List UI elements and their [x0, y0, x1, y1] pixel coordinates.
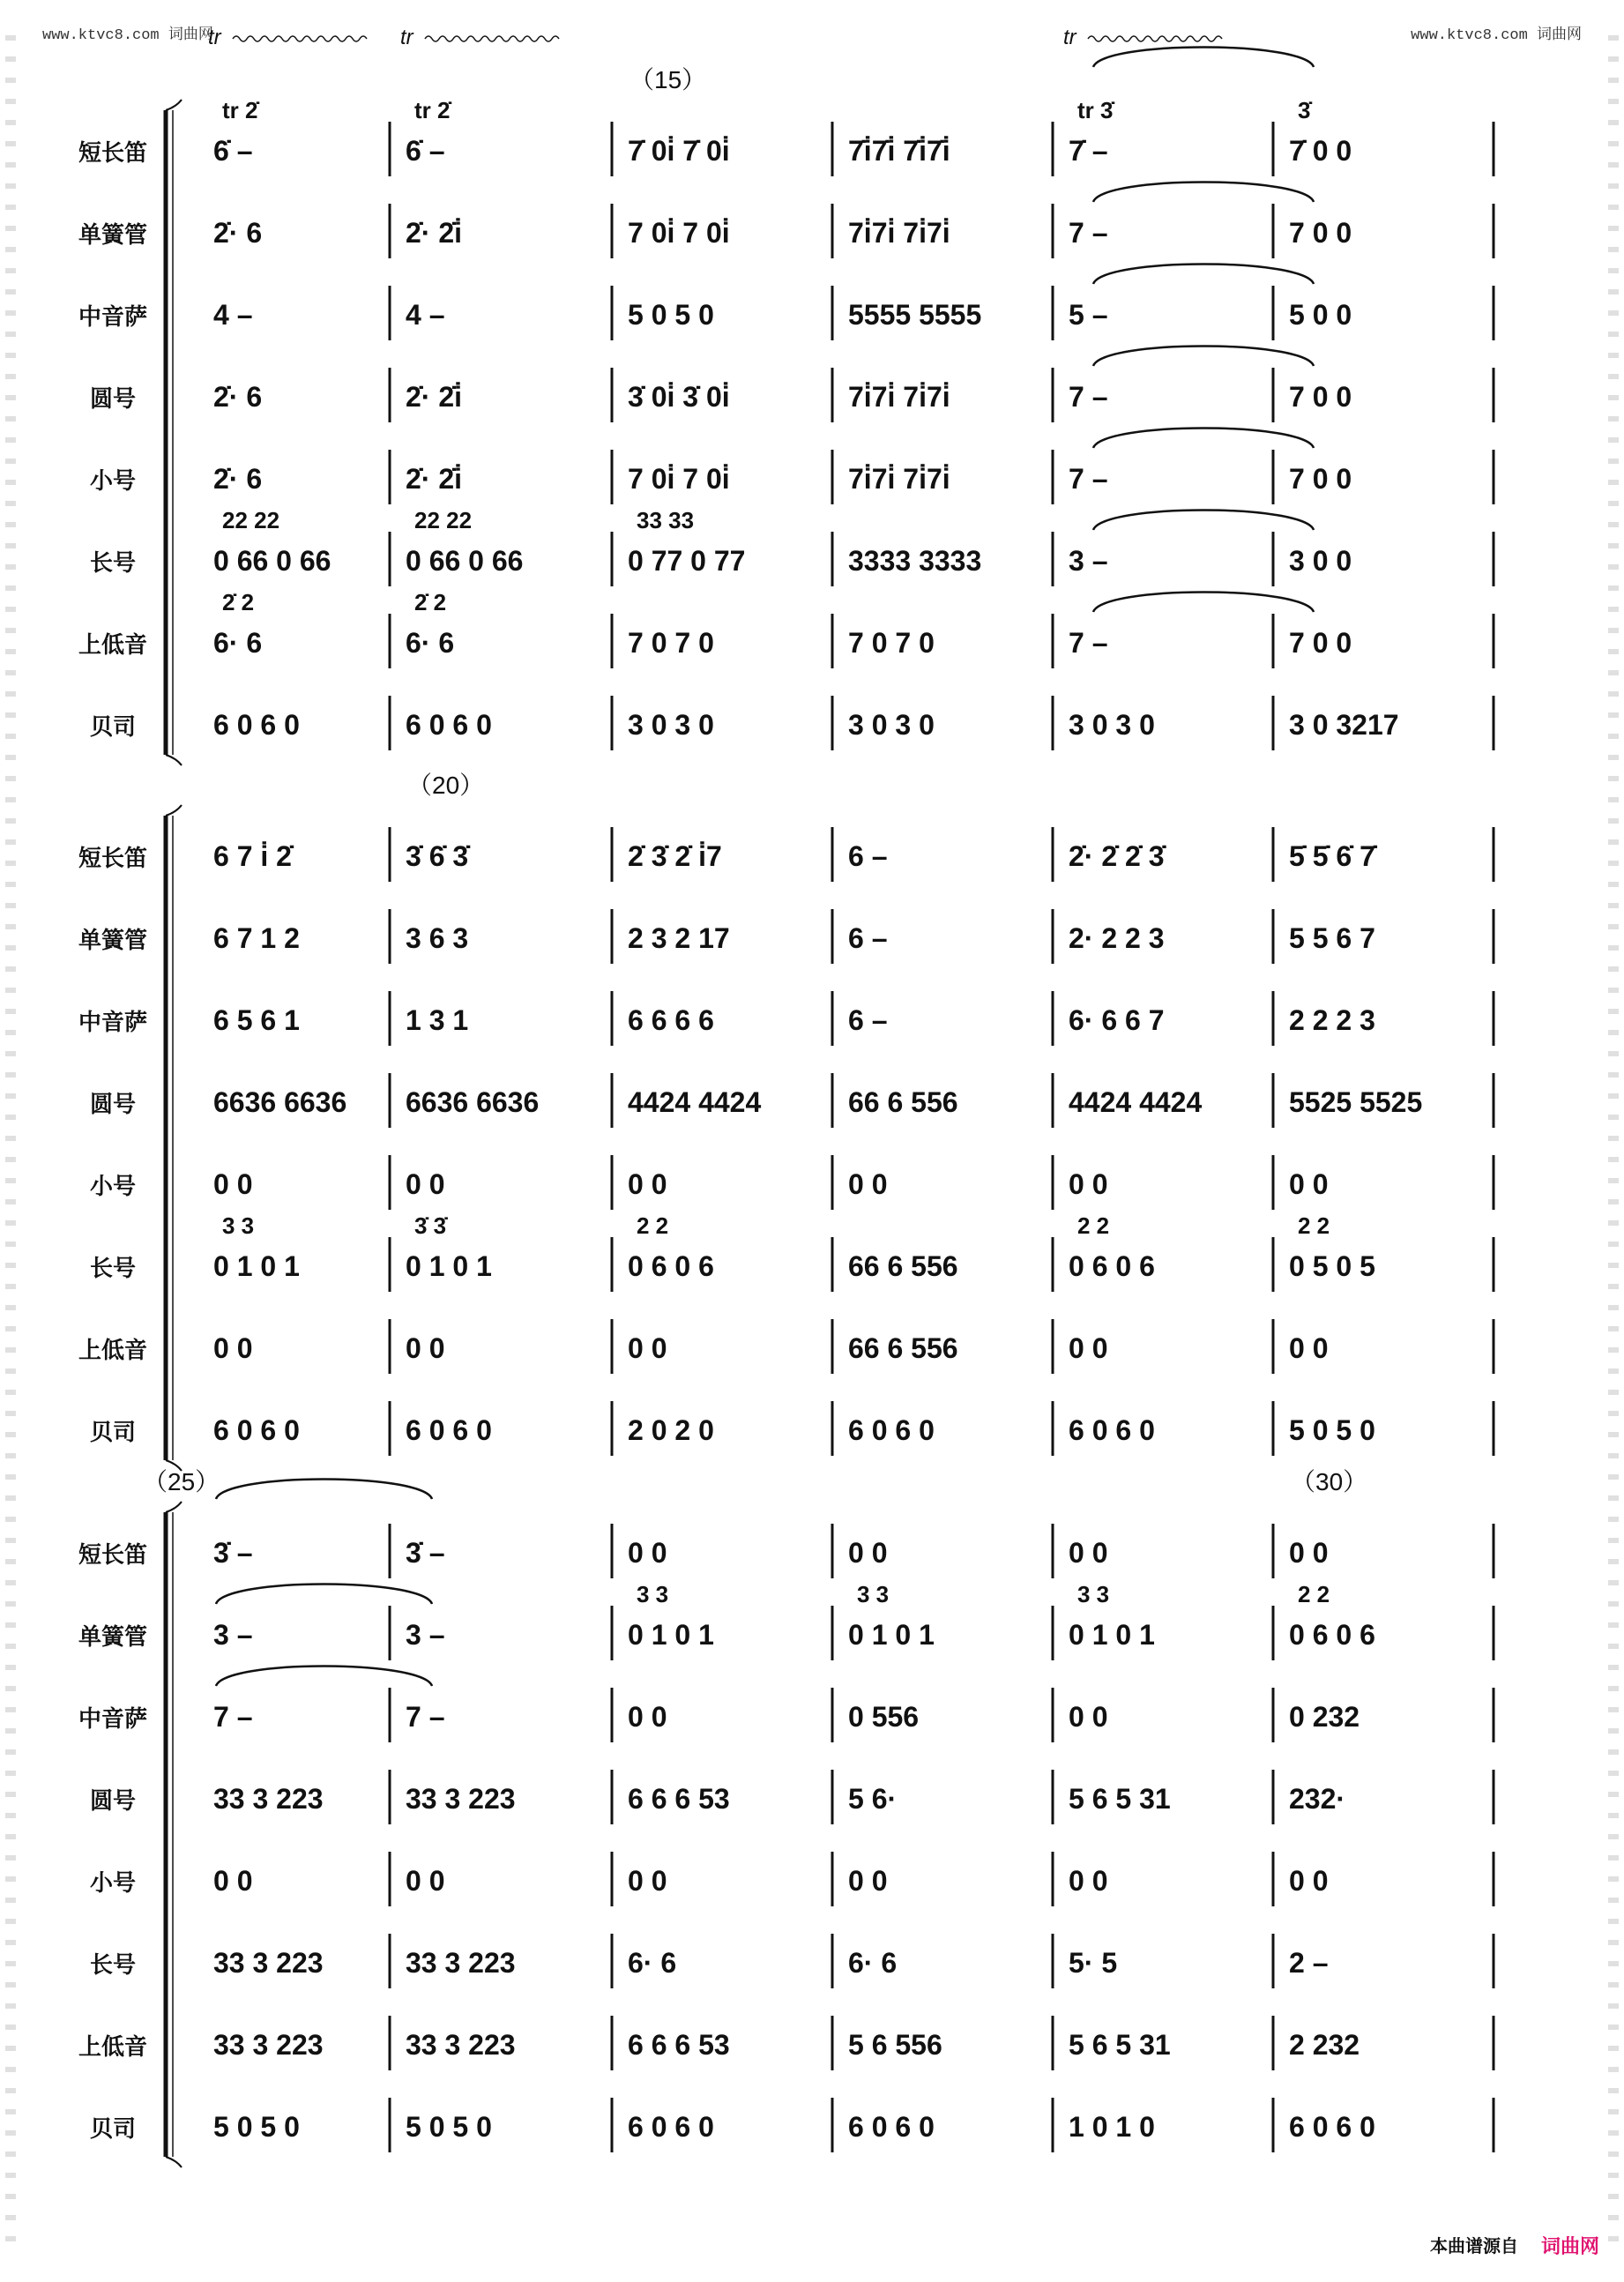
measure-notes: 7̇ – — [1069, 135, 1108, 167]
chord-upper-notes: 33 33 — [637, 507, 695, 533]
measure-notes: 5525 5525 — [1289, 1086, 1423, 1118]
measure-notes: 6 – — [848, 840, 888, 872]
measure-notes: 1 0 1 0 — [1069, 2111, 1155, 2143]
measure-notes: 6̇ – — [213, 135, 253, 167]
measure-notes: 66 6 556 — [848, 1332, 958, 1364]
measure-notes: 2̇· 2̇i̇ — [406, 381, 463, 413]
measure-notes: 5· 5 — [1069, 1947, 1118, 1979]
measure-notes: 7 0 0 — [1289, 627, 1352, 659]
measure-notes: 3 – — [406, 1619, 445, 1651]
measure-notes: 6 0 6 0 — [848, 2111, 935, 2143]
tie-arc — [216, 1585, 432, 1605]
bracket-curl-bottom — [166, 755, 182, 765]
measure-notes: 3̇ – — [213, 1537, 253, 1569]
instrument-label: 长号 — [89, 549, 137, 576]
measure-notes: 0 0 — [1069, 1865, 1108, 1897]
chord-upper-notes: 3 3 — [1077, 1581, 1110, 1607]
chord-upper-notes: 3 3 — [857, 1581, 890, 1607]
measure-notes: 0 556 — [848, 1701, 920, 1733]
measure-notes: 6· 6 — [628, 1947, 677, 1979]
measure-number: （25） — [143, 1468, 220, 1495]
measure-notes: 6 7 i̇ 2̇ — [213, 840, 292, 872]
measure-notes: 4424 4424 — [1069, 1086, 1203, 1118]
measure-notes: 0 0 — [406, 1332, 445, 1364]
measure-notes: 0 0 — [848, 1865, 888, 1897]
measure-notes: 3 – — [213, 1619, 253, 1651]
chord-upper-notes: 2 2 — [1298, 1212, 1330, 1239]
measure-notes: 7i̇7i̇ 7i̇7i̇ — [848, 217, 950, 249]
measure-notes: 7 – — [1069, 627, 1108, 659]
measure-notes: 0 0 — [1069, 1537, 1108, 1569]
measure-notes: 6 – — [848, 922, 888, 954]
chord-upper-notes: 22 22 — [414, 507, 473, 533]
measure-notes: 7 0 7 0 — [628, 627, 714, 659]
measure-notes: 5 6 556 — [848, 2029, 942, 2061]
measure-notes: 6· 6 — [406, 627, 455, 659]
measure-notes: 0 1 0 1 — [628, 1619, 714, 1651]
instrument-label: 长号 — [89, 1255, 137, 1281]
instrument-label: 上低音 — [78, 2033, 148, 2060]
watermark-left: www.ktvc8.com 词曲网 — [42, 27, 213, 44]
trill-mark: tr — [400, 26, 413, 49]
measure-notes: 0 0 — [213, 1865, 253, 1897]
measure-notes: 0 0 — [848, 1537, 888, 1569]
measure-notes: 3 0 3 0 — [848, 709, 935, 741]
trill-wavy-line — [233, 36, 367, 41]
measure-notes: 2̇· 2̇i̇ — [406, 463, 463, 495]
measure-notes: 66 6 556 — [848, 1086, 958, 1118]
measure-notes: 6636 6636 — [406, 1086, 540, 1118]
measure-notes: 2̇· 6 — [213, 381, 263, 413]
instrument-label: 小号 — [89, 1173, 137, 1199]
measure-notes: 7 0 0 — [1289, 463, 1352, 495]
measure-notes: 6 – — [848, 1004, 888, 1036]
instrument-label: 中音萨 — [78, 1009, 148, 1035]
measure-notes: 33 3 223 — [406, 2029, 516, 2061]
measure-notes: 0 0 — [406, 1168, 445, 1200]
measure-notes: 7 – — [1069, 463, 1108, 495]
measure-notes: 6 0 6 0 — [1069, 1414, 1155, 1446]
measure-notes: 0 0 — [1289, 1332, 1329, 1364]
measure-number: （30） — [1291, 1468, 1368, 1495]
instrument-label: 圆号 — [89, 1091, 137, 1117]
instrument-label: 小号 — [89, 1869, 137, 1896]
bracket-curl-top — [166, 1502, 182, 1512]
measure-notes: 1 3 1 — [406, 1004, 469, 1036]
measure-notes: 4 – — [213, 299, 253, 331]
measure-notes: 2· 2 2 3 — [1069, 922, 1165, 954]
measure-notes: 6 6 6 53 — [628, 2029, 730, 2061]
chord-upper-notes: 2 2 — [1298, 1581, 1330, 1607]
measure-notes: 2 3 2 17 — [628, 922, 730, 954]
bracket-curl-bottom — [166, 2157, 182, 2167]
instrument-label: 贝司 — [89, 2115, 137, 2142]
measure-notes: 2 0 2 0 — [628, 1414, 714, 1446]
measure-notes: 0 6 0 6 — [628, 1250, 714, 1282]
measure-notes: 3 0 0 — [1289, 545, 1352, 577]
tie-arc — [1093, 429, 1314, 449]
measure-notes: 6 0 6 0 — [406, 709, 492, 741]
measure-notes: 4424 4424 — [628, 1086, 762, 1118]
measure-notes: 3̇ – — [406, 1537, 445, 1569]
instrument-label: 单簧管 — [78, 1623, 148, 1650]
chord-upper-notes: 2̇ 2 — [222, 589, 255, 615]
measure-notes: 3̇ 0i̇ 3̇ 0i̇ — [628, 381, 730, 413]
measure-notes: 33 3 223 — [213, 1947, 324, 1979]
measure-notes: 7 0 0 — [1289, 381, 1352, 413]
chord-upper-notes: tr 3̇ — [1077, 97, 1114, 123]
measure-notes: 0 232 — [1289, 1701, 1360, 1733]
instrument-label: 中音萨 — [78, 303, 148, 330]
measure-notes: 0 0 — [628, 1168, 667, 1200]
tie-arc — [216, 1480, 432, 1500]
instrument-label: 短长笛 — [78, 139, 148, 166]
trill-wavy-line — [1088, 36, 1222, 41]
instrument-label: 圆号 — [89, 1787, 137, 1814]
measure-notes: 6 5 6 1 — [213, 1004, 300, 1036]
measure-notes: 7̇ 0i̇ 7̇ 0i̇ — [628, 135, 730, 167]
measure-notes: 7 – — [406, 1701, 445, 1733]
chord-upper-notes: tr 2̇ — [414, 97, 451, 123]
measure-notes: 0 77 0 77 — [628, 545, 746, 577]
measure-notes: 0 0 — [848, 1168, 888, 1200]
chord-upper-notes: 3̇ 3̇ — [414, 1212, 447, 1239]
measure-notes: 3 0 3217 — [1289, 709, 1399, 741]
measure-notes: 6 0 6 0 — [1289, 2111, 1375, 2143]
measure-notes: 0 1 0 1 — [213, 1250, 300, 1282]
tie-arc — [1093, 593, 1314, 613]
instrument-label: 短长笛 — [78, 1541, 148, 1568]
measure-notes: 2 – — [1289, 1947, 1329, 1979]
measure-notes: 2̇· 2̇i̇ — [406, 217, 463, 249]
chord-upper-notes: 3 3 — [222, 1212, 255, 1239]
measure-notes: 5 0 5 0 — [628, 299, 714, 331]
measure-notes: 3 – — [1069, 545, 1108, 577]
tie-arc — [1093, 347, 1314, 367]
measure-notes: 5 5 6 7 — [1289, 922, 1375, 954]
chord-upper-notes: tr 2̇ — [222, 97, 258, 123]
measure-notes: 33 3 223 — [213, 2029, 324, 2061]
measure-notes: 0 0 — [1069, 1168, 1108, 1200]
tie-arc — [216, 1667, 432, 1687]
measure-notes: 0 0 — [628, 1537, 667, 1569]
chord-upper-notes: 22 22 — [222, 507, 280, 533]
measure-notes: 0 0 — [1289, 1537, 1329, 1569]
measure-notes: 0 0 — [628, 1865, 667, 1897]
measure-notes: 5 0 5 0 — [406, 2111, 492, 2143]
measure-notes: 0 0 — [1069, 1701, 1108, 1733]
measure-notes: 2̇· 2̇ 2̇ 3̇ — [1069, 840, 1165, 872]
measure-notes: 33 3 223 — [406, 1947, 516, 1979]
measure-notes: 5 0 0 — [1289, 299, 1352, 331]
instrument-label: 中音萨 — [78, 1705, 148, 1732]
instrument-label: 小号 — [89, 467, 137, 494]
instrument-label: 单簧管 — [78, 221, 148, 248]
measure-notes: 7 – — [1069, 217, 1108, 249]
measure-notes: 0 0 — [213, 1168, 253, 1200]
measure-notes: 0 1 0 1 — [406, 1250, 492, 1282]
measure-notes: 6 7 1 2 — [213, 922, 300, 954]
measure-notes: 232· — [1289, 1783, 1346, 1815]
measure-notes: 6636 6636 — [213, 1086, 347, 1118]
measure-notes: 0 66 0 66 — [406, 545, 524, 577]
measure-notes: 33 3 223 — [213, 1783, 324, 1815]
measure-notes: 3̇ 6̇ 3̇ — [406, 840, 469, 872]
measure-notes: 0 66 0 66 — [213, 545, 332, 577]
measure-notes: 6· 6 — [848, 1947, 898, 1979]
measure-notes: 0 1 0 1 — [1069, 1619, 1155, 1651]
measure-notes: 2̇· 6 — [213, 217, 263, 249]
instrument-label: 圆号 — [89, 385, 137, 412]
measure-notes: 5 0 5 0 — [213, 2111, 300, 2143]
measure-notes: 2 2 2 3 — [1289, 1004, 1375, 1036]
measure-notes: 7̇i̇7̇i̇ 7̇i̇7̇i̇ — [848, 135, 950, 167]
measure-notes: 5 0 5 0 — [1289, 1414, 1375, 1446]
measure-notes: 7i̇7i̇ 7i̇7i̇ — [848, 381, 950, 413]
measure-notes: 3 0 3 0 — [1069, 709, 1155, 741]
measure-notes: 0 0 — [1069, 1332, 1108, 1364]
measure-notes: 6 0 6 0 — [213, 1414, 300, 1446]
measure-notes: 2 232 — [1289, 2029, 1360, 2061]
measure-notes: 5 6 5 31 — [1069, 1783, 1171, 1815]
measure-notes: 7̇ 0 0 — [1289, 135, 1352, 167]
instrument-label: 上低音 — [78, 1337, 148, 1363]
chord-upper-notes: 2 2 — [637, 1212, 669, 1239]
measure-notes: 6 6 6 53 — [628, 1783, 730, 1815]
measure-notes: 0 5 0 5 — [1289, 1250, 1375, 1282]
measure-notes: 2̇· 6 — [213, 463, 263, 495]
footer-logo: 词曲网 — [1540, 2236, 1599, 2258]
measure-notes: 6 0 6 0 — [406, 1414, 492, 1446]
measure-notes: 0 1 0 1 — [848, 1619, 935, 1651]
measure-notes: 7 0i̇ 7 0i̇ — [628, 217, 730, 249]
instrument-label: 上低音 — [78, 631, 148, 658]
chord-upper-notes: 3̇ — [1298, 97, 1311, 123]
footer-source-text: 本曲谱源自 — [1430, 2235, 1518, 2256]
measure-notes: 7 – — [1069, 381, 1108, 413]
watermark-right: www.ktvc8.com 词曲网 — [1411, 27, 1582, 44]
measure-number: （15） — [629, 66, 707, 93]
chord-upper-notes: 3 3 — [637, 1581, 669, 1607]
measure-notes: 66 6 556 — [848, 1250, 958, 1282]
measure-notes: 0 0 — [213, 1332, 253, 1364]
trill-mark: tr — [208, 26, 221, 49]
measure-notes: 2̇ 3̇ 2̇ i̇7 — [628, 840, 722, 872]
measure-notes: 0 0 — [628, 1332, 667, 1364]
instrument-label: 单簧管 — [78, 927, 148, 953]
measure-notes: 5 6· — [848, 1783, 898, 1815]
measure-notes: 0 6 0 6 — [1069, 1250, 1155, 1282]
measure-notes: 6 0 6 0 — [213, 709, 300, 741]
instrument-label: 长号 — [89, 1951, 137, 1978]
measure-notes: 7 – — [213, 1701, 253, 1733]
measure-notes: 5 6 5 31 — [1069, 2029, 1171, 2061]
tie-arc — [1093, 48, 1314, 68]
bracket-curl-top — [166, 805, 182, 816]
measure-notes: 6 0 6 0 — [848, 1414, 935, 1446]
measure-notes: 7 0i̇ 7 0i̇ — [628, 463, 730, 495]
trill-wavy-line — [425, 36, 559, 41]
measure-notes: 33 3 223 — [406, 1783, 516, 1815]
measure-notes: 7 0 0 — [1289, 217, 1352, 249]
instrument-label: 贝司 — [89, 1419, 137, 1445]
measure-notes: 3 0 3 0 — [628, 709, 714, 741]
instrument-label: 贝司 — [89, 713, 137, 740]
measure-notes: 4 – — [406, 299, 445, 331]
tie-arc — [1093, 183, 1314, 203]
measure-notes: 6 6 6 6 — [628, 1004, 714, 1036]
instrument-label: 短长笛 — [78, 845, 148, 871]
bracket-curl-top — [166, 100, 182, 110]
measure-notes: 5555 5555 — [848, 299, 982, 331]
measure-notes: 0 0 — [406, 1865, 445, 1897]
chord-upper-notes: 2 2 — [1077, 1212, 1110, 1239]
measure-notes: 7i̇7i̇ 7i̇7i̇ — [848, 463, 950, 495]
tie-arc — [1093, 265, 1314, 285]
measure-notes: 7 0 7 0 — [848, 627, 935, 659]
trill-mark: tr — [1063, 26, 1076, 49]
tie-arc — [1093, 511, 1314, 531]
measure-notes: 0 0 — [1289, 1865, 1329, 1897]
measure-notes: 6̇ – — [406, 135, 445, 167]
measure-notes: 5̇ 5̇ 6̇ 7̇ — [1289, 840, 1375, 872]
measure-number: （20） — [407, 772, 485, 799]
measure-notes: 0 0 — [1289, 1168, 1329, 1200]
measure-notes: 6 0 6 0 — [628, 2111, 714, 2143]
measure-notes: 0 6 0 6 — [1289, 1619, 1375, 1651]
measure-notes: 6· 6 6 7 — [1069, 1004, 1165, 1036]
measure-notes: 0 0 — [628, 1701, 667, 1733]
measure-notes: 5 – — [1069, 299, 1108, 331]
measure-notes: 3 6 3 — [406, 922, 469, 954]
chord-upper-notes: 2̇ 2 — [414, 589, 447, 615]
measure-notes: 3333 3333 — [848, 545, 982, 577]
measure-notes: 6· 6 — [213, 627, 263, 659]
